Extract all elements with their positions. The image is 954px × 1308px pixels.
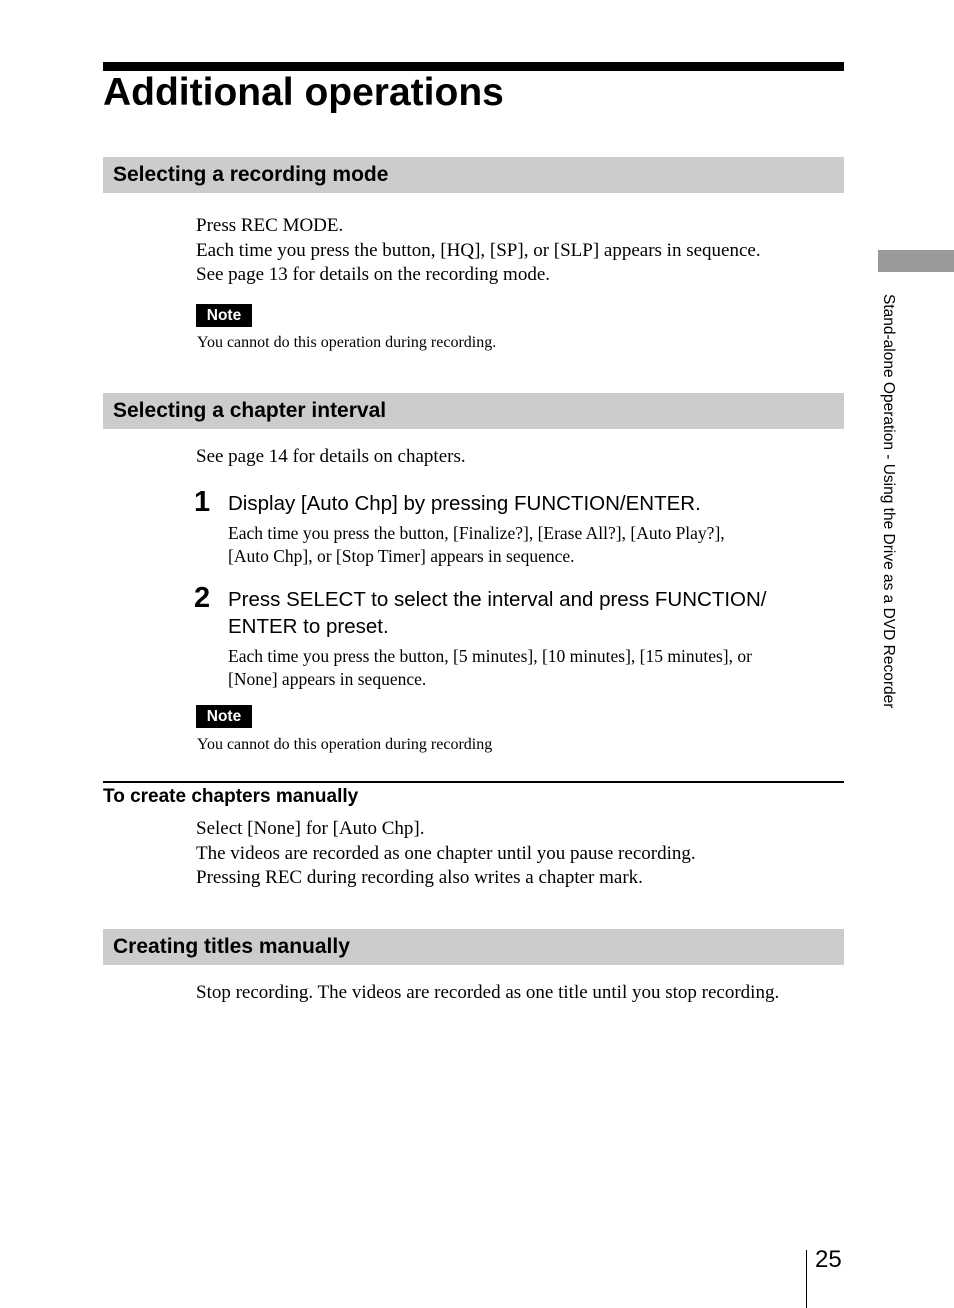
page-number-divider	[806, 1250, 807, 1308]
note-text: You cannot do this operation during recording	[197, 736, 493, 753]
step-desc-line: [Auto Chp], or [Stop Timer] appears in sequence.	[228, 545, 575, 566]
chapter-interval-intro: See page 14 for details on chapters.	[196, 446, 466, 467]
note-badge	[196, 705, 252, 728]
body-line: Pressing REC during recording also writes a chapter mark.	[196, 867, 643, 888]
step-title-line: Display [Auto Chp] by pressing FUNCTION/ENTER.	[228, 492, 701, 515]
step-description	[228, 522, 725, 567]
note-text: You cannot do this operation during recording.	[197, 334, 497, 351]
section-heading-recording-mode	[103, 157, 844, 193]
section-heading-label: Selecting a chapter interval	[113, 399, 387, 422]
body-line: The videos are recorded as one chapter until you pause recording.	[196, 842, 696, 864]
side-tab-marker	[878, 250, 954, 272]
subsection-heading: To create chapters manually	[103, 786, 359, 807]
body-line: Stop recording. The videos are recorded as one title until you stop recording.	[196, 982, 780, 1003]
body-line: See page 13 for details on the recording mode.	[196, 264, 551, 285]
section-heading-label: Selecting a recording mode	[113, 163, 389, 186]
body-line: Each time you press the button, [HQ], [SP], or [SLP] appears in sequence.	[196, 239, 761, 261]
step-title-line: ENTER to preset.	[228, 615, 389, 638]
manual-chapters-body	[196, 817, 696, 891]
note-badge-label: Note	[206, 708, 242, 725]
step-description	[228, 645, 752, 690]
step-title	[228, 586, 767, 640]
body-line: Press REC MODE.	[196, 215, 344, 236]
step-title	[228, 490, 701, 517]
step-number: 1	[194, 486, 211, 518]
creating-titles-body	[196, 981, 779, 1006]
page-number: 25	[815, 1246, 842, 1273]
step-desc-line: Each time you press the button, [Finalize?], [Erase All?], [Auto Play?],	[228, 523, 725, 543]
recording-mode-body	[196, 214, 761, 288]
section-heading-chapter-interval	[103, 393, 844, 429]
step-desc-line: [None] appears in sequence.	[228, 668, 427, 689]
step-title-line: Press SELECT to select the interval and press FUNCTION/	[228, 588, 767, 611]
side-tab-text: Stand-alone Operation - Using the Drive as a DVD Recorder	[880, 294, 897, 709]
section-heading-creating-titles	[103, 929, 844, 965]
page-title: Additional operations	[103, 71, 504, 114]
subsection-rule	[103, 781, 844, 783]
note-badge	[196, 304, 252, 327]
step-number: 2	[194, 582, 211, 614]
body-line: Select [None] for [Auto Chp].	[196, 818, 425, 839]
section-heading-label: Creating titles manually	[113, 935, 350, 958]
step-desc-line: Each time you press the button, [5 minutes], [10 minutes], [15 minutes], or	[228, 646, 752, 666]
note-badge-label: Note	[206, 307, 242, 324]
